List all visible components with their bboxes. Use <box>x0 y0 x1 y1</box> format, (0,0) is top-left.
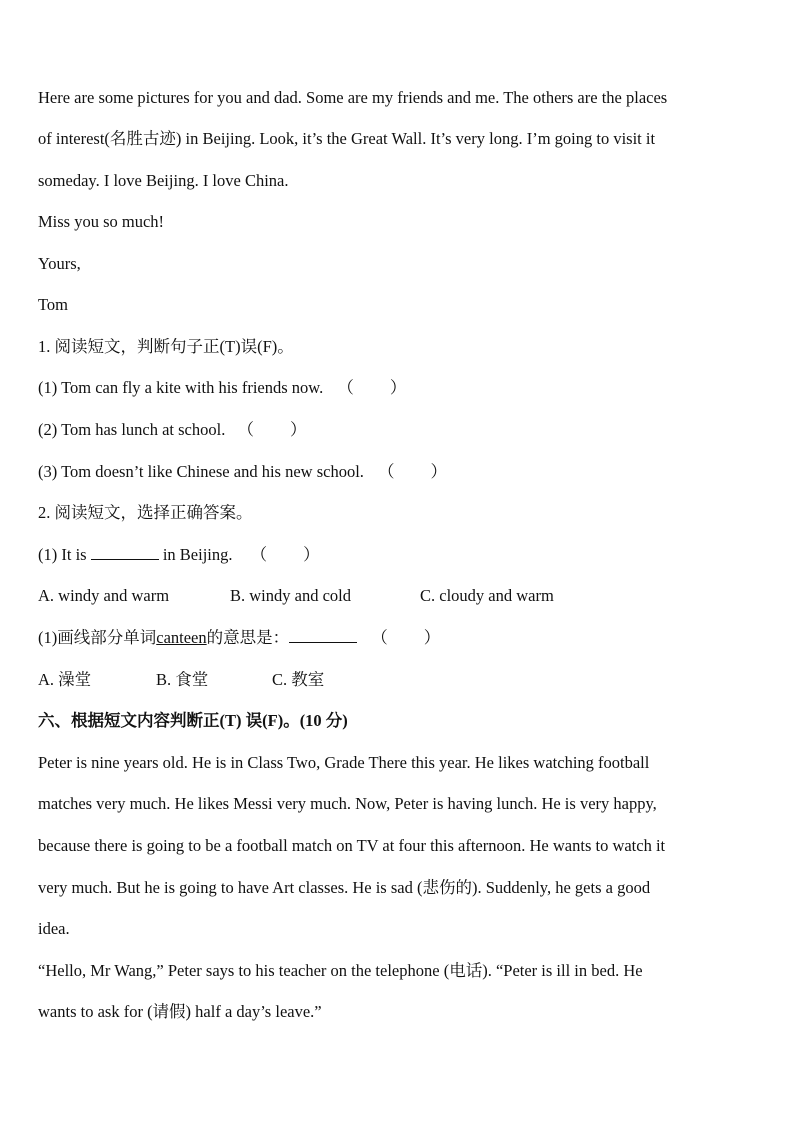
passage-line-4: very much. But he is going to have Art classes. He is sad (悲伤的). Suddenly, he gets a good <box>38 878 651 897</box>
q1-title: 1. 阅读短文，判断句子正(T)误(F)。 <box>38 337 294 356</box>
passage-line-6: “Hello, Mr Wang,” Peter says to his teacher on the telephone (电话). “Peter is ill in bed. He <box>38 961 643 980</box>
q2-item-2-prefix: (1)画线部分单词 <box>38 628 157 647</box>
q1-item-3 <box>38 462 764 482</box>
passage-line-5: idea. <box>38 919 70 938</box>
q2-item-1 <box>38 545 764 565</box>
q2-item-2-options <box>38 670 764 690</box>
letter-signoff: Yours, <box>38 254 81 273</box>
option-a[interactable]: A. 澡堂 <box>38 670 92 689</box>
underlined-word: canteen <box>156 628 207 647</box>
option-a[interactable]: A. windy and warm <box>38 586 170 605</box>
q1-item-1-text: (1) Tom can fly a kite with his friends now. <box>38 378 324 397</box>
fill-blank[interactable] <box>289 642 357 643</box>
letter-signature: Tom <box>38 295 69 314</box>
option-b[interactable]: B. windy and cold <box>230 586 351 605</box>
q1-item-2 <box>38 420 764 440</box>
option-c[interactable]: C. cloudy and warm <box>420 586 554 605</box>
answer-paren[interactable]: （ ） <box>250 545 320 564</box>
letter-closing: Miss you so much! <box>38 212 165 231</box>
option-b[interactable]: B. 食堂 <box>156 670 209 689</box>
q1-item-1 <box>38 378 764 398</box>
letter-line-3: someday. I love Beijing. I love China. <box>38 171 289 190</box>
passage-line-3: because there is going to be a football match on TV at four this afternoon. He wants to watch it <box>38 836 666 855</box>
q2-title: 2. 阅读短文，选择正确答案。 <box>38 503 253 522</box>
q2-item-1-prefix: (1) It is <box>38 545 87 564</box>
q1-item-2-text: (2) Tom has lunch at school. <box>38 420 226 439</box>
q1-item-3-text: (3) Tom doesn’t like Chinese and his new school. <box>38 462 364 481</box>
answer-paren[interactable]: （ ） <box>237 420 307 439</box>
answer-paren[interactable]: （ ） <box>371 628 441 647</box>
passage-line-1: Peter is nine years old. He is in Class Two, Grade There this year. He likes watching football <box>38 753 650 772</box>
passage-line-7: wants to ask for (请假) half a day’s leave.” <box>38 1002 322 1021</box>
option-c[interactable]: C. 教室 <box>272 670 325 689</box>
letter-line-2: of interest(名胜古迹) in Beijing. Look, it’s the Great Wall. It’s very long. I’m going to visit it <box>38 129 656 148</box>
answer-paren[interactable]: （ ） <box>378 462 448 481</box>
q2-item-2-suffix: 的意思是： <box>206 628 290 647</box>
fill-blank[interactable] <box>91 559 159 560</box>
answer-paren[interactable]: （ ） <box>337 378 407 397</box>
section-6-heading: 六、根据短文内容判断正(T) 误(F)。(10 分) <box>38 711 348 730</box>
q2-item-1-options <box>38 586 764 606</box>
q2-item-1-suffix: in Beijing. <box>162 545 233 564</box>
q2-item-2 <box>38 628 764 648</box>
letter-line-1: Here are some pictures for you and dad. Some are my friends and me. The others are the places <box>38 88 668 107</box>
passage-line-2: matches very much. He likes Messi very much. Now, Peter is having lunch. He is very happy, <box>38 794 657 813</box>
